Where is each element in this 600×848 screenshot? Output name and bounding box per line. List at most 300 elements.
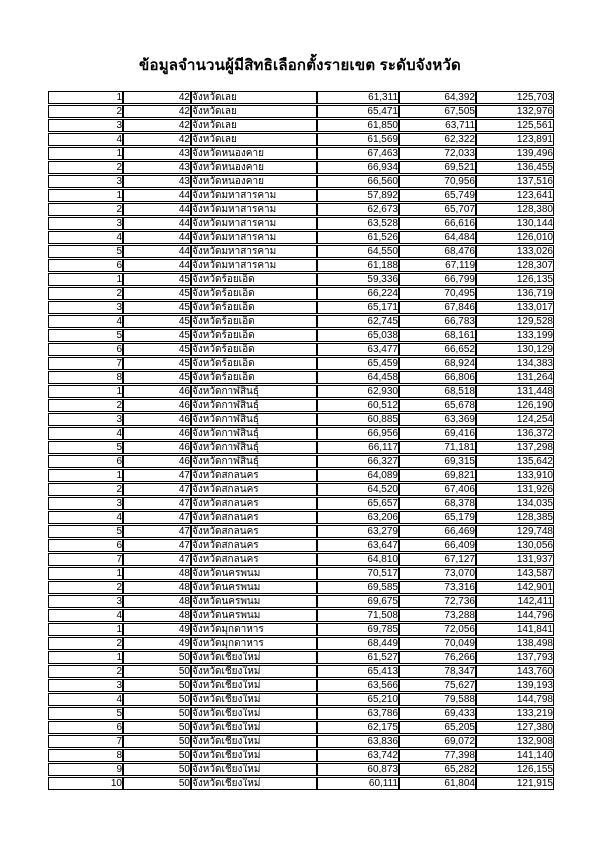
province-code-cell: 47 — [123, 469, 191, 482]
district-number-cell: 3 — [48, 119, 123, 132]
district-number-cell: 1 — [48, 651, 123, 664]
voter-count-2-cell: 66,806 — [399, 371, 476, 384]
province-code-cell: 48 — [123, 567, 191, 580]
district-number-cell: 3 — [48, 595, 123, 608]
voter-count-2-cell: 67,846 — [399, 301, 476, 314]
voter-count-1-cell: 61,526 — [317, 231, 399, 244]
province-code-cell: 50 — [123, 721, 191, 734]
voter-count-1-cell: 65,459 — [317, 357, 399, 370]
province-name-cell: จังหวัดนครพนม — [191, 567, 317, 580]
table-row — [48, 707, 554, 720]
voter-count-1-cell: 63,477 — [317, 343, 399, 356]
province-name-cell: จังหวัดกาฬสินธุ์ — [191, 385, 317, 398]
table-row — [48, 539, 554, 552]
voter-count-2-cell: 66,409 — [399, 539, 476, 552]
voter-count-1-cell: 64,810 — [317, 553, 399, 566]
province-code-cell: 42 — [123, 133, 191, 146]
voter-total-cell: 139,193 — [476, 679, 554, 692]
district-number-cell: 1 — [48, 385, 123, 398]
voter-count-1-cell: 61,527 — [317, 651, 399, 664]
district-number-cell: 1 — [48, 189, 123, 202]
district-number-cell: 2 — [48, 665, 123, 678]
table-row — [48, 455, 554, 468]
voter-count-2-cell: 73,288 — [399, 609, 476, 622]
table-row — [48, 679, 554, 692]
province-code-cell: 47 — [123, 525, 191, 538]
voter-count-2-cell: 65,179 — [399, 511, 476, 524]
province-code-cell: 46 — [123, 399, 191, 412]
voter-count-2-cell: 67,505 — [399, 105, 476, 118]
district-number-cell: 6 — [48, 455, 123, 468]
district-number-cell: 9 — [48, 763, 123, 776]
table-row — [48, 693, 554, 706]
district-number-cell: 6 — [48, 343, 123, 356]
province-code-cell: 42 — [123, 119, 191, 132]
province-code-cell: 43 — [123, 175, 191, 188]
voter-count-2-cell: 79,588 — [399, 693, 476, 706]
voter-total-cell: 142,901 — [476, 581, 554, 594]
province-name-cell: จังหวัดนครพนม — [191, 595, 317, 608]
province-name-cell: จังหวัดสกลนคร — [191, 539, 317, 552]
province-code-cell: 50 — [123, 777, 191, 790]
province-name-cell: จังหวัดร้อยเอ็ด — [191, 357, 317, 370]
voter-count-1-cell: 65,038 — [317, 329, 399, 342]
table-row — [48, 343, 554, 356]
province-name-cell: จังหวัดสกลนคร — [191, 553, 317, 566]
voter-total-cell: 129,748 — [476, 525, 554, 538]
voter-count-2-cell: 77,398 — [399, 749, 476, 762]
table-row — [48, 91, 554, 104]
voter-count-2-cell: 73,316 — [399, 581, 476, 594]
province-name-cell: จังหวัดมหาสารคาม — [191, 259, 317, 272]
province-code-cell: 44 — [123, 217, 191, 230]
voter-total-cell: 125,561 — [476, 119, 554, 132]
table-row — [48, 483, 554, 496]
voter-count-1-cell: 65,210 — [317, 693, 399, 706]
voter-count-1-cell: 66,117 — [317, 441, 399, 454]
province-name-cell: จังหวัดสกลนคร — [191, 511, 317, 524]
voter-total-cell: 142,411 — [476, 595, 554, 608]
province-code-cell: 50 — [123, 679, 191, 692]
table-row — [48, 357, 554, 370]
province-code-cell: 43 — [123, 161, 191, 174]
table-row — [48, 525, 554, 538]
district-number-cell: 8 — [48, 749, 123, 762]
province-code-cell: 44 — [123, 189, 191, 202]
voter-count-2-cell: 69,821 — [399, 469, 476, 482]
province-code-cell: 45 — [123, 371, 191, 384]
province-name-cell: จังหวัดมหาสารคาม — [191, 217, 317, 230]
voter-total-cell: 138,498 — [476, 637, 554, 650]
district-number-cell: 4 — [48, 315, 123, 328]
voter-count-2-cell: 71,181 — [399, 441, 476, 454]
table-row — [48, 399, 554, 412]
voter-count-1-cell: 70,517 — [317, 567, 399, 580]
voter-total-cell: 126,190 — [476, 399, 554, 412]
province-name-cell: จังหวัดกาฬสินธุ์ — [191, 455, 317, 468]
voter-count-2-cell: 63,369 — [399, 413, 476, 426]
province-code-cell: 50 — [123, 707, 191, 720]
table-row — [48, 595, 554, 608]
voter-count-1-cell: 63,647 — [317, 539, 399, 552]
province-code-cell: 50 — [123, 763, 191, 776]
voter-count-1-cell: 64,458 — [317, 371, 399, 384]
district-number-cell: 2 — [48, 483, 123, 496]
voter-count-1-cell: 62,930 — [317, 385, 399, 398]
province-name-cell: จังหวัดสกลนคร — [191, 497, 317, 510]
voter-total-cell: 141,140 — [476, 749, 554, 762]
table-row — [48, 749, 554, 762]
district-number-cell: 1 — [48, 469, 123, 482]
voter-count-1-cell: 63,742 — [317, 749, 399, 762]
district-number-cell: 6 — [48, 259, 123, 272]
voter-count-2-cell: 64,392 — [399, 91, 476, 104]
province-code-cell: 46 — [123, 427, 191, 440]
province-name-cell: จังหวัดเลย — [191, 119, 317, 132]
voter-count-2-cell: 68,378 — [399, 497, 476, 510]
province-name-cell: จังหวัดนครพนม — [191, 581, 317, 594]
voter-total-cell: 130,129 — [476, 343, 554, 356]
voter-count-1-cell: 62,745 — [317, 315, 399, 328]
table-row — [48, 665, 554, 678]
province-name-cell: จังหวัดเชียงใหม่ — [191, 763, 317, 776]
page-title: ข้อมูลจำนวนผู้มีสิทธิเลือกตั้งรายเขต ระดับจังหวัด — [139, 57, 461, 74]
voter-total-cell: 144,798 — [476, 693, 554, 706]
province-code-cell: 44 — [123, 259, 191, 272]
voter-count-2-cell: 63,711 — [399, 119, 476, 132]
voter-table-container — [48, 90, 554, 791]
province-code-cell: 45 — [123, 343, 191, 356]
district-number-cell: 3 — [48, 679, 123, 692]
voter-count-1-cell: 65,413 — [317, 665, 399, 678]
district-number-cell: 5 — [48, 525, 123, 538]
province-code-cell: 46 — [123, 385, 191, 398]
province-code-cell: 42 — [123, 91, 191, 104]
province-name-cell: จังหวัดร้อยเอ็ด — [191, 301, 317, 314]
province-name-cell: จังหวัดมุกดาหาร — [191, 623, 317, 636]
district-number-cell: 7 — [48, 553, 123, 566]
voter-total-cell: 136,719 — [476, 287, 554, 300]
voter-count-1-cell: 68,449 — [317, 637, 399, 650]
voter-count-2-cell: 65,749 — [399, 189, 476, 202]
district-number-cell: 1 — [48, 91, 123, 104]
voter-total-cell: 137,516 — [476, 175, 554, 188]
province-name-cell: จังหวัดกาฬสินธุ์ — [191, 427, 317, 440]
province-code-cell: 46 — [123, 413, 191, 426]
voter-total-cell: 126,155 — [476, 763, 554, 776]
table-row — [48, 567, 554, 580]
province-name-cell: จังหวัดเชียงใหม่ — [191, 735, 317, 748]
table-row — [48, 427, 554, 440]
district-number-cell: 2 — [48, 203, 123, 216]
district-number-cell: 10 — [48, 777, 123, 790]
voter-total-cell: 129,528 — [476, 315, 554, 328]
district-number-cell: 3 — [48, 413, 123, 426]
voter-total-cell: 136,372 — [476, 427, 554, 440]
province-name-cell: จังหวัดร้อยเอ็ด — [191, 273, 317, 286]
voter-count-2-cell: 65,707 — [399, 203, 476, 216]
voter-count-1-cell: 69,585 — [317, 581, 399, 594]
district-number-cell: 2 — [48, 399, 123, 412]
province-name-cell: จังหวัดร้อยเอ็ด — [191, 315, 317, 328]
voter-total-cell: 125,703 — [476, 91, 554, 104]
table-row — [48, 497, 554, 510]
province-name-cell: จังหวัดเชียงใหม่ — [191, 665, 317, 678]
province-name-cell: จังหวัดเลย — [191, 91, 317, 104]
voter-count-1-cell: 66,224 — [317, 287, 399, 300]
province-name-cell: จังหวัดกาฬสินธุ์ — [191, 441, 317, 454]
district-number-cell: 3 — [48, 217, 123, 230]
district-number-cell: 8 — [48, 371, 123, 384]
voter-count-2-cell: 70,049 — [399, 637, 476, 650]
voter-count-2-cell: 68,161 — [399, 329, 476, 342]
voter-total-cell: 137,298 — [476, 441, 554, 454]
province-code-cell: 47 — [123, 553, 191, 566]
province-name-cell: จังหวัดมหาสารคาม — [191, 189, 317, 202]
voter-total-cell: 143,760 — [476, 665, 554, 678]
voter-count-1-cell: 62,175 — [317, 721, 399, 734]
district-number-cell: 4 — [48, 427, 123, 440]
district-number-cell: 1 — [48, 147, 123, 160]
voter-count-1-cell: 69,785 — [317, 623, 399, 636]
province-code-cell: 44 — [123, 231, 191, 244]
province-code-cell: 47 — [123, 497, 191, 510]
table-row — [48, 245, 554, 258]
voter-count-2-cell: 64,484 — [399, 231, 476, 244]
district-number-cell: 5 — [48, 707, 123, 720]
table-row — [48, 609, 554, 622]
province-code-cell: 43 — [123, 147, 191, 160]
voter-total-cell: 133,219 — [476, 707, 554, 720]
district-number-cell: 4 — [48, 511, 123, 524]
table-row — [48, 777, 554, 790]
voter-count-2-cell: 68,924 — [399, 357, 476, 370]
voter-count-2-cell: 73,070 — [399, 567, 476, 580]
province-name-cell: จังหวัดเชียงใหม่ — [191, 693, 317, 706]
voter-count-1-cell: 60,885 — [317, 413, 399, 426]
voter-total-cell: 131,448 — [476, 385, 554, 398]
table-row — [48, 259, 554, 272]
province-code-cell: 45 — [123, 357, 191, 370]
province-name-cell: จังหวัดกาฬสินธุ์ — [191, 399, 317, 412]
district-number-cell: 1 — [48, 273, 123, 286]
voter-total-cell: 126,010 — [476, 231, 554, 244]
table-row — [48, 287, 554, 300]
voter-count-2-cell: 69,521 — [399, 161, 476, 174]
voter-count-2-cell: 67,119 — [399, 259, 476, 272]
voter-count-2-cell: 67,406 — [399, 483, 476, 496]
province-code-cell: 45 — [123, 301, 191, 314]
voter-count-2-cell: 66,799 — [399, 273, 476, 286]
voter-count-1-cell: 60,512 — [317, 399, 399, 412]
province-name-cell: จังหวัดร้อยเอ็ด — [191, 343, 317, 356]
district-number-cell: 5 — [48, 441, 123, 454]
province-code-cell: 50 — [123, 693, 191, 706]
province-code-cell: 42 — [123, 105, 191, 118]
province-name-cell: จังหวัดมหาสารคาม — [191, 245, 317, 258]
voter-total-cell: 133,199 — [476, 329, 554, 342]
voter-count-2-cell: 69,433 — [399, 707, 476, 720]
voter-total-cell: 131,264 — [476, 371, 554, 384]
district-number-cell: 3 — [48, 301, 123, 314]
table-row — [48, 413, 554, 426]
table-row — [48, 301, 554, 314]
province-name-cell: จังหวัดหนองคาย — [191, 175, 317, 188]
voter-count-1-cell: 57,892 — [317, 189, 399, 202]
voter-count-1-cell: 69,675 — [317, 595, 399, 608]
voter-count-2-cell: 66,616 — [399, 217, 476, 230]
voter-total-cell: 133,910 — [476, 469, 554, 482]
table-row — [48, 441, 554, 454]
table-row — [48, 553, 554, 566]
table-row — [48, 651, 554, 664]
voter-table-body — [48, 91, 554, 790]
province-code-cell: 47 — [123, 511, 191, 524]
voter-count-2-cell: 65,678 — [399, 399, 476, 412]
voter-total-cell: 137,793 — [476, 651, 554, 664]
voter-count-2-cell: 66,469 — [399, 525, 476, 538]
voter-count-2-cell: 72,033 — [399, 147, 476, 160]
voter-count-1-cell: 65,171 — [317, 301, 399, 314]
table-row — [48, 133, 554, 146]
voter-count-1-cell: 67,463 — [317, 147, 399, 160]
voter-count-1-cell: 64,089 — [317, 469, 399, 482]
table-row — [48, 329, 554, 342]
district-number-cell: 6 — [48, 721, 123, 734]
voter-total-cell: 136,455 — [476, 161, 554, 174]
province-name-cell: จังหวัดมหาสารคาม — [191, 203, 317, 216]
province-code-cell: 45 — [123, 273, 191, 286]
province-code-cell: 50 — [123, 749, 191, 762]
voter-count-2-cell: 68,476 — [399, 245, 476, 258]
province-name-cell: จังหวัดสกลนคร — [191, 525, 317, 538]
table-row — [48, 763, 554, 776]
district-number-cell: 2 — [48, 105, 123, 118]
voter-count-2-cell: 68,518 — [399, 385, 476, 398]
voter-total-cell: 128,380 — [476, 203, 554, 216]
province-name-cell: จังหวัดเชียงใหม่ — [191, 777, 317, 790]
voter-total-cell: 127,380 — [476, 721, 554, 734]
province-code-cell: 44 — [123, 245, 191, 258]
province-code-cell: 45 — [123, 315, 191, 328]
voter-count-2-cell: 69,072 — [399, 735, 476, 748]
voter-total-cell: 143,587 — [476, 567, 554, 580]
voter-count-1-cell: 63,206 — [317, 511, 399, 524]
province-name-cell: จังหวัดหนองคาย — [191, 147, 317, 160]
province-code-cell: 49 — [123, 623, 191, 636]
table-row — [48, 231, 554, 244]
voter-count-1-cell: 65,657 — [317, 497, 399, 510]
table-row — [48, 385, 554, 398]
table-row — [48, 147, 554, 160]
voter-count-1-cell: 63,279 — [317, 525, 399, 538]
voter-count-2-cell: 65,282 — [399, 763, 476, 776]
province-name-cell: จังหวัดกาฬสินธุ์ — [191, 413, 317, 426]
province-name-cell: จังหวัดเลย — [191, 133, 317, 146]
province-name-cell: จังหวัดเลย — [191, 105, 317, 118]
district-number-cell: 6 — [48, 539, 123, 552]
voter-count-1-cell: 64,550 — [317, 245, 399, 258]
table-row — [48, 623, 554, 636]
voter-count-1-cell: 63,786 — [317, 707, 399, 720]
table-row — [48, 721, 554, 734]
province-name-cell: จังหวัดเชียงใหม่ — [191, 651, 317, 664]
voter-count-2-cell: 70,956 — [399, 175, 476, 188]
voter-total-cell: 131,937 — [476, 553, 554, 566]
province-name-cell: จังหวัดมหาสารคาม — [191, 231, 317, 244]
voter-total-cell: 123,891 — [476, 133, 554, 146]
province-code-cell: 45 — [123, 329, 191, 342]
province-name-cell: จังหวัดเชียงใหม่ — [191, 707, 317, 720]
voter-count-1-cell: 64,520 — [317, 483, 399, 496]
voter-total-cell: 124,254 — [476, 413, 554, 426]
table-row — [48, 735, 554, 748]
province-code-cell: 47 — [123, 539, 191, 552]
province-name-cell: จังหวัดสกลนคร — [191, 483, 317, 496]
voter-total-cell: 121,915 — [476, 777, 554, 790]
district-number-cell: 4 — [48, 133, 123, 146]
voter-total-cell: 123,641 — [476, 189, 554, 202]
district-number-cell: 5 — [48, 329, 123, 342]
voter-total-cell: 144,796 — [476, 609, 554, 622]
province-code-cell: 46 — [123, 455, 191, 468]
voter-total-cell: 128,307 — [476, 259, 554, 272]
district-number-cell: 7 — [48, 357, 123, 370]
table-row — [48, 511, 554, 524]
table-row — [48, 105, 554, 118]
voter-count-1-cell: 66,934 — [317, 161, 399, 174]
table-row — [48, 161, 554, 174]
voter-total-cell: 132,976 — [476, 105, 554, 118]
voter-total-cell: 135,642 — [476, 455, 554, 468]
table-row — [48, 273, 554, 286]
voter-count-1-cell: 59,336 — [317, 273, 399, 286]
province-name-cell: จังหวัดมุกดาหาร — [191, 637, 317, 650]
district-number-cell: 4 — [48, 693, 123, 706]
voter-total-cell: 126,135 — [476, 273, 554, 286]
district-number-cell: 2 — [48, 287, 123, 300]
province-code-cell: 49 — [123, 637, 191, 650]
table-row — [48, 175, 554, 188]
voter-count-2-cell: 76,266 — [399, 651, 476, 664]
table-row — [48, 315, 554, 328]
province-code-cell: 48 — [123, 581, 191, 594]
voter-total-cell: 130,056 — [476, 539, 554, 552]
voter-count-2-cell: 72,056 — [399, 623, 476, 636]
table-row — [48, 217, 554, 230]
district-number-cell: 4 — [48, 609, 123, 622]
voter-count-2-cell: 75,627 — [399, 679, 476, 692]
district-number-cell: 2 — [48, 161, 123, 174]
province-name-cell: จังหวัดเชียงใหม่ — [191, 721, 317, 734]
province-code-cell: 50 — [123, 665, 191, 678]
voter-total-cell: 133,017 — [476, 301, 554, 314]
voter-table — [48, 90, 554, 791]
table-row — [48, 469, 554, 482]
province-code-cell: 46 — [123, 441, 191, 454]
voter-count-1-cell: 63,566 — [317, 679, 399, 692]
province-code-cell: 45 — [123, 287, 191, 300]
district-number-cell: 7 — [48, 735, 123, 748]
province-code-cell: 48 — [123, 595, 191, 608]
voter-count-1-cell: 60,873 — [317, 763, 399, 776]
province-name-cell: จังหวัดร้อยเอ็ด — [191, 329, 317, 342]
voter-count-2-cell: 69,315 — [399, 455, 476, 468]
voter-total-cell: 130,144 — [476, 217, 554, 230]
voter-total-cell: 132,908 — [476, 735, 554, 748]
voter-total-cell: 128,385 — [476, 511, 554, 524]
province-name-cell: จังหวัดเชียงใหม่ — [191, 749, 317, 762]
